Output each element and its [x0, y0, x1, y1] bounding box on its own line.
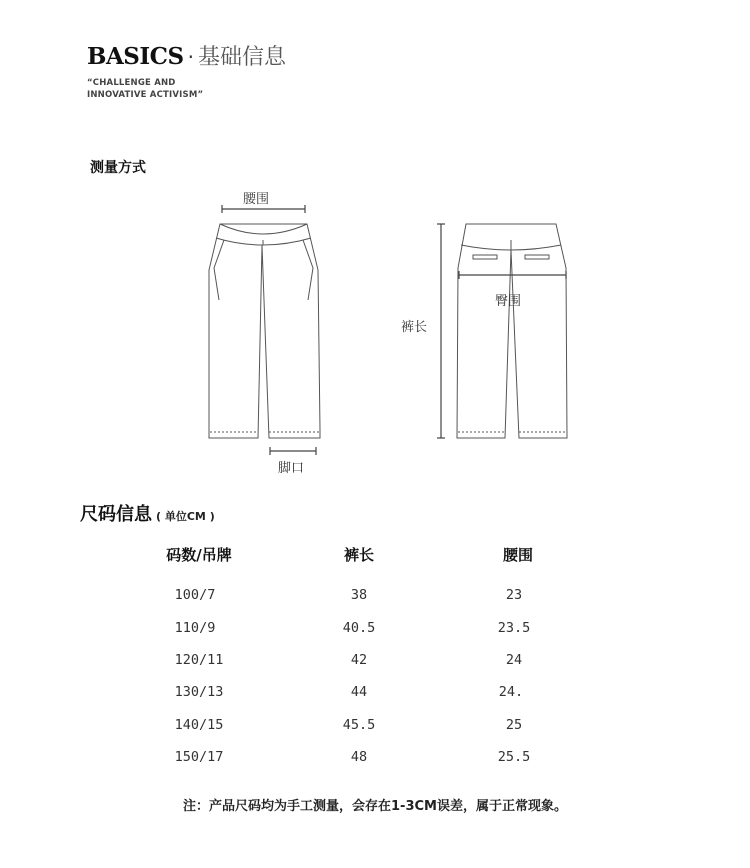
hip-label: 臀围: [495, 294, 522, 309]
cell-waist: 24.: [498, 684, 524, 700]
cell-waist: 23.5: [497, 620, 531, 636]
slogan-line-2: INNOVATIVE ACTIVISM”: [87, 90, 204, 100]
cell-size: 100/7: [174, 587, 216, 603]
cell-size: 130/13: [174, 684, 224, 700]
cell-length: 42: [350, 652, 368, 668]
cell-waist: 25.5: [497, 749, 531, 765]
cell-size: 120/11: [174, 652, 224, 668]
size-section-title: [80, 500, 215, 526]
waist-label: 腰围: [243, 192, 270, 207]
cell-length: 44: [350, 684, 368, 700]
cell-length: 40.5: [342, 620, 376, 636]
brand-separator: ·: [187, 45, 194, 69]
front-pants-outline: [209, 224, 320, 438]
cell-size: 140/15: [174, 717, 224, 733]
table-header-length: 裤长: [343, 546, 375, 564]
brand-name: BASICS: [87, 43, 184, 70]
cell-size: 150/17: [174, 749, 224, 765]
brand-subtitle: 基础信息: [197, 45, 286, 70]
cell-waist: 25: [505, 717, 523, 733]
cell-waist: 23: [505, 587, 523, 603]
back-pants-outline: [457, 224, 567, 438]
measurement-note: 注：产品尺码均为手工测量，会存在1-3CM误差，属于正常现象。: [183, 799, 567, 814]
hem-measure-line: [270, 447, 316, 455]
cell-waist: 24: [505, 652, 523, 668]
length-measure-line: [437, 224, 445, 438]
hem-label: 脚口: [278, 461, 305, 476]
cell-length: 48: [350, 749, 368, 765]
measure-section-title: 测量方式: [90, 160, 146, 176]
length-label: 裤长: [401, 320, 428, 335]
cell-length: 45.5: [342, 717, 376, 733]
slogan-line-1: “CHALLENGE AND: [87, 78, 176, 88]
size-unit: ( 单位CM ): [156, 510, 215, 523]
cell-size: 110/9: [174, 620, 216, 636]
size-title: 尺码信息: [80, 504, 152, 525]
table-header-size: 码数/吊牌: [166, 546, 232, 564]
cell-length: 38: [350, 587, 368, 603]
table-header-waist: 腰围: [502, 546, 534, 564]
